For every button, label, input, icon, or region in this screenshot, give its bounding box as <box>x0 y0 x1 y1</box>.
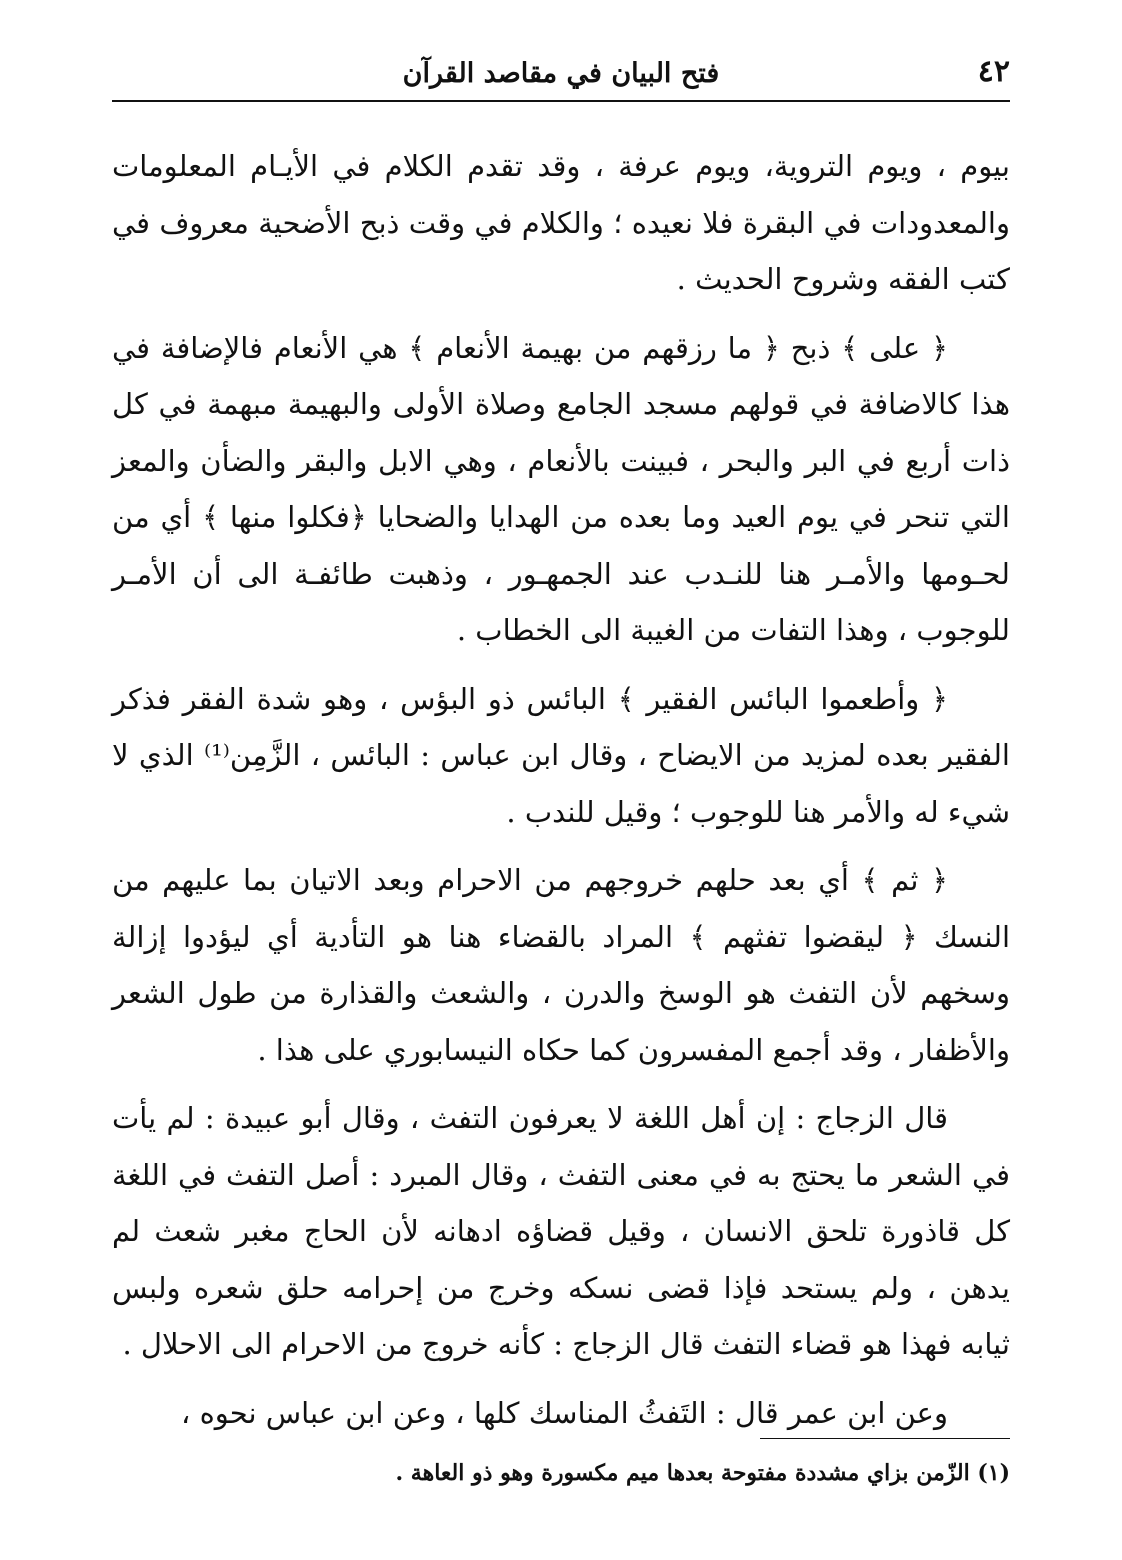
paragraph: ﴿ وأطعموا البائس الفقير ﴾ البائس ذو البؤس ، وهو شدة الفقر فذكر الفقير بعده لمزيد من الايضاح ، وقال ابن عباس : البائس ، الزَّمِن⁽¹⁾ الذي لا شيء له والأمر هنا للوجوب ؛ وقيل للندب . <box>112 681 1010 829</box>
paragraph: بيوم ، ويوم التروية، ويوم عرفة ، وقد تقدم الكلام في الأيـام المعلومات والمعدودات في البقرة فلا نعيده ؛ والكلام في وقت ذبح الأضحية معروف في كتب الفقه وشروح الحديث . <box>112 149 1010 296</box>
paragraph: وعن ابن عمر قال : التَفثُ المناسك كلها ، وعن ابن عباس نحوه ، <box>181 1395 948 1430</box>
header-rule <box>112 100 1010 102</box>
paragraph: ﴿ ثم ﴾ أي بعد حلهم خروجهم من الاحرام وبعد الاتيان بما عليهم من النسك ﴿ ليقضوا تفثهم ﴾ المراد بالقضاء هنا هو التأدية أي ليؤدوا إزالة وسخهم لأن التفث هو الوسخ والدرن ، والشعث والقذارة من طول الشعر والأظفار ، وقد أجمع المفسرون كما حكاه النيسابوري على هذا . <box>112 863 1010 1067</box>
paragraph: ﴿ على ﴾ ذبح ﴿ ما رزقهم من بهيمة الأنعام ﴾ هي الأنعام فالإضافة في هذا كالاضافة في قولهم مسجد الجامع وصلاة الأولى والبهيمة مبهمة في كل ذات أربع في البر والبحر ، فبينت بالأنعام ، وهي الابل والبقر والضأن والمعز التي تنحر في يوم العيد وما بعده من الهدايا والضحايا ﴿فكلوا منها ﴾ أي من لحـومها والأمـر هنا للنـدب عند الجمهـور ، وذهبت طائفـة الى أن الأمـر للوجوب ، وهذا التفات من الغيبة الى الخطاب . <box>112 330 1010 647</box>
main-text <box>112 138 1010 1453</box>
paragraph: قال الزجاج : إن أهل اللغة لا يعرفون التفث ، وقال أبو عبيدة : لم يأت في الشعر ما يحتج به في معنى التفث ، وقال المبرد : أصل التفث في اللغة كل قاذورة تلحق الانسان ، وقيل قضاؤه ادهانه لأن الحاج مغبر شعث لم يدهن ، ولم يستحد فإذا قضى نسكه وخرج من إحرامه حلق شعره ولبس ثيابه فهذا هو قضاء التفث قال الزجاج : كأنه خروج من الاحرام الى الاحلال . <box>112 1101 1011 1361</box>
footnote-rule <box>760 1438 1010 1439</box>
footnote: (١) الزّمن بزاي مشددة مفتوحة بعدها ميم مكسورة وهو ذو العاهة . <box>395 1460 1010 1486</box>
running-title: فتح البيان في مقاصد القرآن <box>402 58 720 89</box>
page-number: ٤٢ <box>977 54 1010 89</box>
page-header <box>112 48 1010 100</box>
